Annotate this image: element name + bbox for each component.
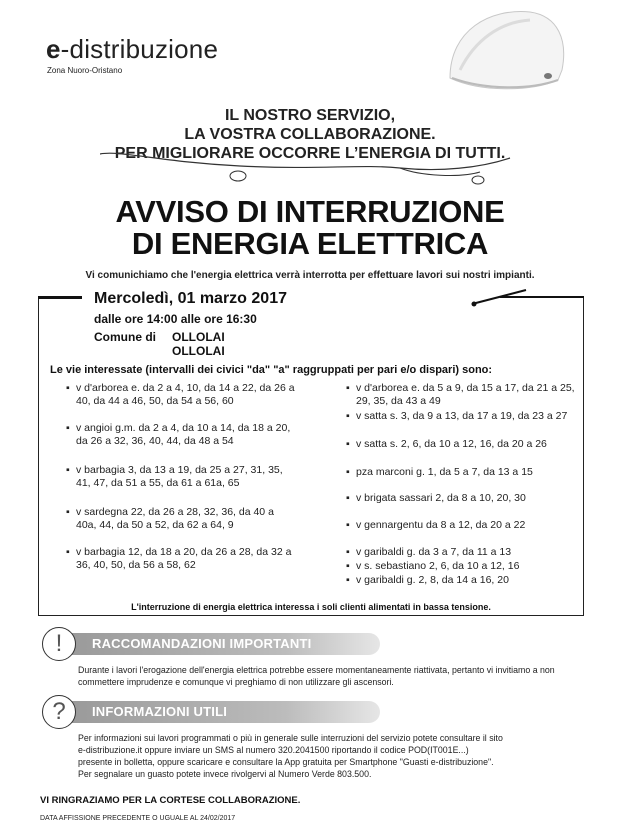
street-text: v garibaldi g. da 3 a 7, da 11 a 13 — [356, 546, 512, 558]
comune-label: Comune di — [94, 330, 156, 344]
cable-decoration — [100, 150, 530, 190]
info-line-4: Per segnalare un guasto potete invece rivolgervi al Numero Verde 803.500. — [78, 769, 372, 779]
street-text: v barbagia 3, da 13 a 19, da 25 a 27, 31, 35, 41, 47, da 51 a 55, da 61 a 61a, 65 — [76, 464, 283, 489]
list-item — [346, 466, 576, 479]
bullet: ▪ — [66, 546, 70, 558]
street-text: v s. sebastiano 2, 6, da 10 a 12, 16 — [356, 560, 520, 572]
street-text: v satta s. 2, 6, da 10 a 12, 16, da 20 a 26 — [356, 438, 547, 450]
comune-block — [94, 330, 225, 358]
street-text: v barbagia 12, da 18 a 20, da 26 a 28, da 32 a 36, 40, 50, da 56 a 58, 62 — [76, 546, 292, 571]
list-item — [66, 422, 296, 448]
list-item — [66, 546, 296, 572]
list-item — [346, 560, 576, 573]
page-title — [0, 196, 620, 260]
street-text: v satta s. 3, da 9 a 13, da 17 a 19, da 23 a 27 — [356, 410, 568, 422]
intro-text: Vi comunichiamo che l'energia elettrica verrà interrotta per effettuare lavori sui nostri impianti. — [85, 270, 535, 281]
bullet: ▪ — [346, 546, 350, 558]
exclamation-icon: ! — [42, 627, 76, 661]
list-item — [346, 382, 576, 408]
bullet: ▪ — [346, 410, 350, 422]
title-line-2: DI ENERGIA ELETTRICA — [131, 226, 489, 261]
bullet: ▪ — [66, 464, 70, 476]
bullet: ▪ — [66, 506, 70, 518]
bullet: ▪ — [346, 560, 350, 572]
info-text — [78, 732, 588, 780]
bullet: ▪ — [346, 382, 350, 394]
list-item — [346, 492, 576, 505]
street-text: v brigata sassari 2, da 8 a 10, 20, 30 — [356, 492, 526, 504]
helmet-icon — [430, 0, 570, 100]
logo-text: -distribuzione — [60, 34, 219, 64]
list-item — [346, 519, 576, 532]
interruption-date: Mercoledì, 01 marzo 2017 — [94, 290, 287, 307]
slogan-line-2: LA VOSTRA COLLABORAZIONE. — [184, 126, 436, 143]
street-text: v sardegna 22, da 26 a 28, 32, 36, da 40 a 40a, 44, da 50 a 52, da 62 a 64, 9 — [76, 506, 274, 531]
bullet: ▪ — [66, 422, 70, 434]
low-voltage-note: L'interruzione di energia elettrica interessa i soli clienti alimentati in bassa tensione. — [131, 602, 491, 612]
street-text: v garibaldi g. 2, 8, da 14 a 16, 20 — [356, 574, 509, 586]
street-text: v gennargentu da 8 a 12, da 20 a 22 — [356, 519, 526, 531]
slogan-line-1: IL NOSTRO SERVIZIO, — [224, 107, 396, 124]
streets-intro: Le vie interessate (intervalli dei civici "da" "a" raggruppati per pari e/o dispari) sono: — [50, 364, 493, 376]
bullet: ▪ — [346, 574, 350, 586]
bullet: ▪ — [346, 519, 350, 531]
list-item — [346, 438, 576, 451]
bullet: ▪ — [346, 466, 350, 478]
list-item — [346, 410, 576, 423]
street-text: v d'arborea e. da 2 a 4, 10, da 14 a 22, da 26 a 40, da 44 a 46, 50, da 54 a 56, 60 — [76, 382, 295, 407]
street-text: pza marconi g. 1, da 5 a 7, da 13 a 15 — [356, 466, 533, 478]
list-item — [346, 546, 576, 559]
list-item — [346, 574, 576, 587]
logo-e: e — [46, 34, 61, 64]
bullet: ▪ — [346, 438, 350, 450]
comune-locality: OLLOLAI — [172, 344, 225, 358]
comune-name: OLLOLAI — [172, 330, 225, 344]
title-line-1: AVVISO DI INTERRUZIONE — [115, 194, 505, 229]
street-text: v angioi g.m. da 2 a 4, da 10 a 14, da 18 a 20, da 26 a 32, 36, 40, 44, da 48 a 54 — [76, 422, 291, 447]
slogan-line-3: PER MIGLIORARE OCCORRE L’ENERGIA DI TUTTI. — [114, 145, 506, 162]
recommendations-text: Durante i lavori l'erogazione dell'energia elettrica potrebbe essere momentaneamente riattivata, pertanto vi invitiamo a non commettere imprudenze e comunque vi preghiamo di non utilizzare gli ascensori. — [78, 665, 555, 687]
info-banner: INFORMAZIONI UTILI — [64, 701, 380, 723]
interruption-hours: dalle ore 14:00 alle ore 16:30 — [94, 312, 257, 326]
list-item — [66, 382, 296, 408]
thanks-text: VI RINGRAZIAMO PER LA CORTESE COLLABORAZIONE. — [40, 795, 301, 806]
info-line-1: Per informazioni sui lavori programmati o più in generale sulle interruzioni del servizio potete consultare il sito — [78, 733, 503, 743]
info-line-2: e-distribuzione.it oppure inviare un SMS al numero 320.2041500 riportando il codice POD(IT001E...) — [78, 745, 469, 755]
list-item — [66, 464, 296, 490]
box-border-left — [38, 296, 82, 299]
pen-icon — [470, 286, 530, 308]
bullet: ▪ — [346, 492, 350, 504]
brand-logo — [46, 34, 218, 65]
recommendations-banner: RACCOMANDAZIONI IMPORTANTI — [64, 633, 380, 655]
question-icon: ? — [42, 695, 76, 729]
zona-label: Zona Nuoro-Oristano — [47, 66, 123, 75]
street-text: v d'arborea e. da 5 a 9, da 15 a 17, da 21 a 25, 29, 35, da 43 a 49 — [356, 382, 575, 407]
posting-date: DATA AFFISSIONE PRECEDENTE O UGUALE AL 24/02/2017 — [40, 815, 236, 822]
info-line-3: presente in bolletta, oppure scaricare e consultare la App gratuita per Smartphone "Guasti e-distribuzione". — [78, 757, 494, 767]
list-item — [66, 506, 296, 532]
bullet: ▪ — [66, 382, 70, 394]
